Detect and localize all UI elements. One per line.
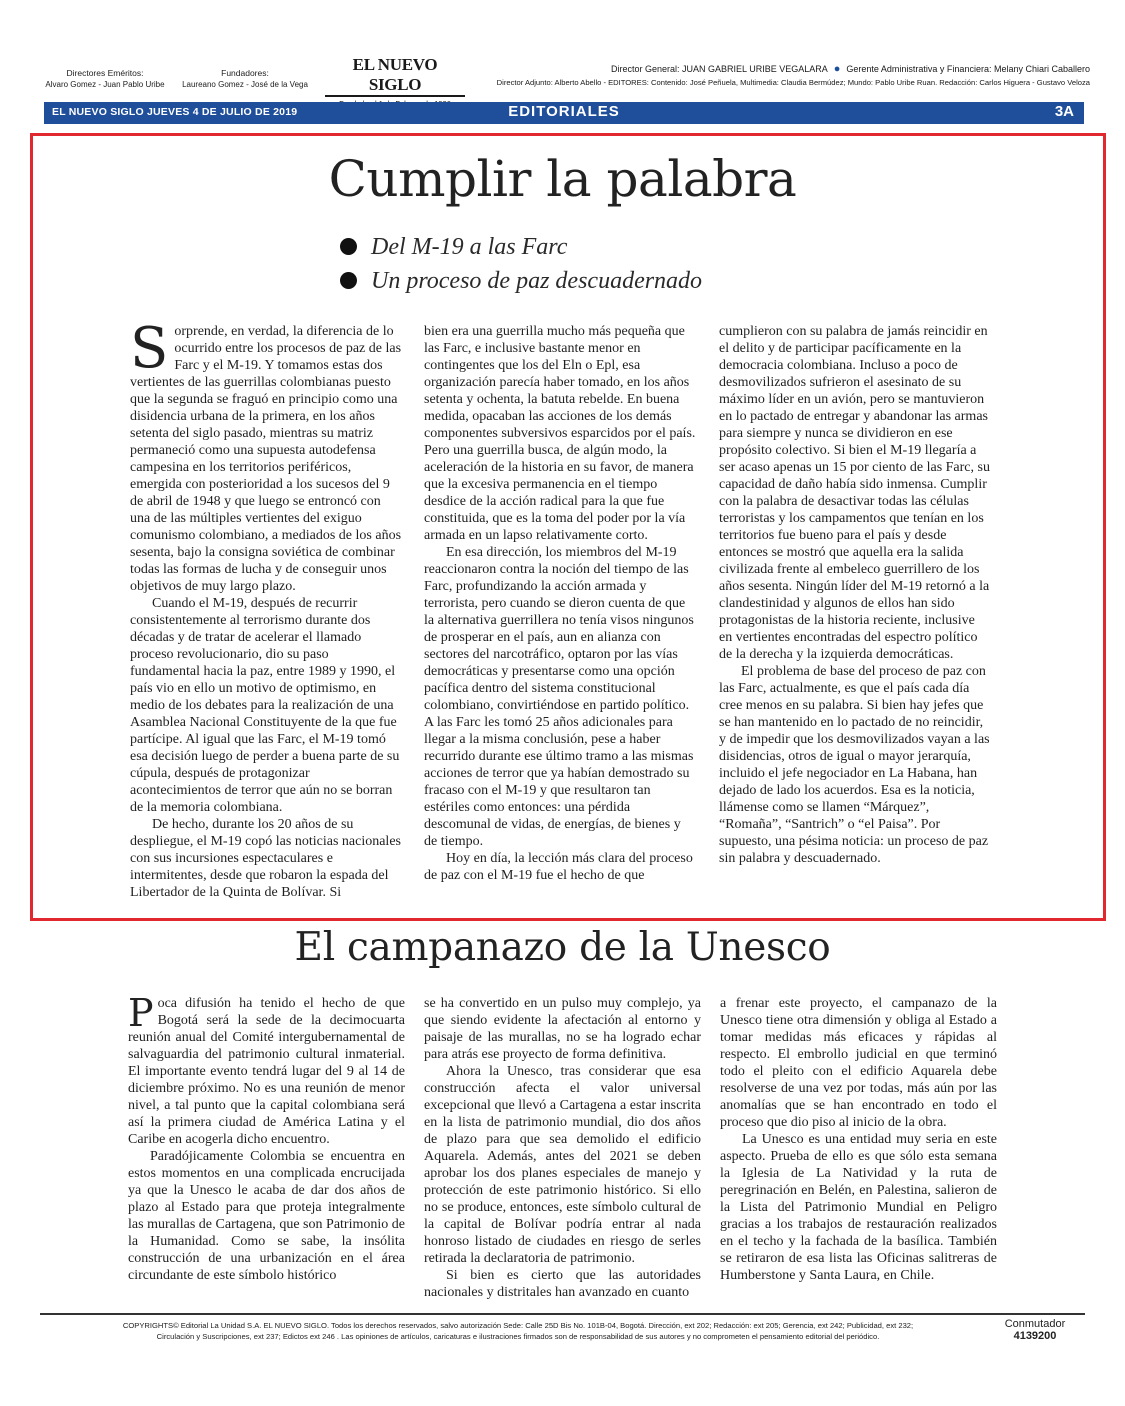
deck-text: Un proceso de paz descuadernado: [371, 268, 703, 294]
gerente-line: Gerente Administrativa y Financiera: Melany Chiari Caballero: [846, 64, 1090, 74]
bullet-icon: [340, 272, 357, 289]
fundadores: [180, 67, 310, 91]
article1-column-2: [424, 323, 696, 884]
paragraph: En esa dirección, los miembros del M-19 reaccionaron contra la noción del tiempo de las Farc, profundizando la acción armada y terrorista, pero cuando se dieron cuenta de que la alternativa guerrillera no tenía visos ningunos de prosperar en el país, aun en alianza con sectores del narcotráfico, optaron por las vías democráticas y presentarse como una opción pacífica dentro del sistema constitucional colombiano, convirtiéndose en partido político. A las Farc les tomó 25 años adicionales para llegar a la misma conclusión, pese a haber recurrido durante ese último tramo a las mismas acciones de terror que ya habían demostrado su fracaso con el M-19 y que resultaron tan estériles como entonces: una pérdida descomunal de vidas, de energías, de bienes y de tiempo.: [424, 545, 694, 849]
footer-line-2: Circulación y Suscripciones, ext 237; Edictos ext 246 . Las opiniones de artículos, caricaturas e ilustraciones firmados son de responsabilidad de sus autores y no comprometen el pensamiento editorial del periódico.: [156, 1332, 880, 1341]
fundadores-names: Laureano Gomez - José de la Vega: [182, 80, 308, 89]
masthead: [30, 55, 1092, 97]
drop-cap: P: [128, 991, 154, 1035]
paragraph: La Unesco es una entidad muy seria en este aspecto. Prueba de ello es que sólo esta semana la Iglesia de La Natividad y la ruta de peregrinación en Belén, en Palestina, salieron de la Lista del Patrimonio Mundial en Peligro gracias a los trabajos de restauración realizados en el techo y la fachada de la basílica. También se retiraron de esa lista las Oficinas salitreras de Humberstone y Santa Laura, en Chile.: [720, 1132, 997, 1283]
paragraph: a frenar este proyecto, el campanazo de la Unesco tiene otra dimensión y obliga al Estado a tomar medidas más eficaces y rápidas al respecto. El embrollo judicial en que terminó todo el pleito con el edificio Aquarela debe resolverse de una vez por todas, más aún por las anomalías que se han encontrado en todo el proceso que dio piso al inicio de la obra.: [720, 996, 997, 1130]
paragraph: Cuando el M-19, después de recurrir consistentemente al terrorismo durante dos décadas y de tratar de acelerar el llamado proceso revolucionario, dio su paso fundamental hacia la paz, entre 1989 y 1990, el país vio en ello un motivo de optimismo, en medio de los debates para la realización de una Asamblea Nacional Constituyente de la que fue partícipe. Al igual que las Farc, el M-19 tomó esa decisión luego de perder a buena parte de su cúpula, después de protagonizar acontecimientos de terror que aún no se borran de la memoria colombiana.: [130, 596, 400, 815]
emeritos-names: Alvaro Gomez - Juan Pablo Uribe: [45, 80, 165, 89]
emeritos-label: Directores Eméritos:: [66, 68, 144, 78]
paragraph: Ahora la Unesco, tras considerar que esa construcción afecta el valor universal excepcional que llevó a Cartagena a estar inscrita en la lista de patrimonio mundial, dio dos años de plazo para que sea demolido el edificio Aquarela. Además, antes del 2021 se deben aprobar los dos planes especiales de manejo y protección de este patrimonio histórico. Si ello no se produce, entonces, este símbolo cultural de la capital de Bolívar podría entrar al nada honroso listado de ciudades en riesgo de serles retirada la declaratoria de patrimonio.: [424, 1064, 701, 1266]
paragraph: [130, 316, 402, 595]
paragraph: [128, 991, 405, 1148]
paragraph: Si bien es cierto que las autoridades nacionales y distritales han avanzado en cuanto: [424, 1268, 701, 1300]
article1-decks: [340, 230, 840, 298]
page-number: 3A: [1054, 103, 1074, 120]
newspaper-logo: [325, 55, 465, 108]
paragraph: El problema de base del proceso de paz con las Farc, actualmente, es que el país cada día cree menos en su palabra. Si bien hay jefes que se han mantenido en lo pactado de no reincidir, y de impedir que los desmovilizados vayan a las disidencias, otros de igual o mayor jerarquía, incluido el jefe negociador en La Habana, han dejado de lado los acuerdos. Esa es la noticia, llámense como se llamen “Márquez”, “Romaña”, “Santrich” o “el Paisa”. Por supuesto, una pésima noticia: un proceso de paz sin palabra y descuadernado.: [719, 664, 990, 866]
article2-column-2: [424, 995, 701, 1301]
logo-text: EL NUEVO SIGLO: [325, 55, 465, 97]
deck-text: Del M-19 a las Farc: [371, 234, 568, 260]
paragraph: Paradójicamente Colombia se encuentra en estos momentos en una complicada encrucijada ya que la Unesco le acaba de dar dos años de plazo al Estado para que proteja integralmente las murallas de Cartagena, que son Patrimonio de la Humanidad. Como se sabe, la insólita construcción de una urbanización en el área circundante de este símbolo histórico: [128, 1149, 405, 1283]
article1-headline: Cumplir la palabra: [328, 150, 797, 208]
section-bar: [44, 102, 1084, 124]
directores-emeritos: [30, 67, 180, 91]
edition-date: EL NUEVO SIGLO JUEVES 4 DE JULIO DE 2019: [52, 106, 298, 118]
staff-credits: [475, 63, 1090, 89]
paragraph: se ha convertido en un pulso muy complejo, ya que siendo evidente la afectación al entorno y paisaje de las murallas, no se ha logrado echar para atrás ese proyecto de forma definitiva.: [424, 996, 701, 1062]
conmutador-label: Conmutador: [1004, 1318, 1066, 1330]
article2-column-1: [128, 991, 405, 1284]
section-name: EDITORIALES: [508, 103, 620, 120]
paragraph: bien era una guerrilla mucho más pequeña que las Farc, e inclusive bastante menor en contingentes que los del Eln o Epl, esa organización parecía haber tomado, en los años setenta y ochenta, la batuta rebelde. En buena medida, opacaban las acciones de los demás componentes subversivos esparcidos por el país. Pero una guerrilla busca, de algún modo, la aceleración de la historia en su favor, de manera que la excesiva permanencia en el tiempo desdice de la acción radical para la que fue constituida, que es la toma del poder por la vía armada en un lapso relativamente corto.: [424, 324, 696, 543]
fundadores-label: Fundadores:: [221, 68, 269, 78]
article2-column-3: [720, 995, 997, 1284]
bullet-icon: ●: [833, 63, 841, 75]
footer-copyright: [58, 1320, 978, 1342]
footer-line-1: COPYRIGHTS© Editorial La Unidad S.A. EL NUEVO SIGLO. Todos los derechos reservados, salvo autorización Sede: Calle 25D Bis No. 101B-04, Bogotá. Dirección, ext 202; Redacción: ext 205; Gerencia, ext 242; Publicidad, ext 232;: [122, 1321, 914, 1330]
footer-divider: [40, 1313, 1085, 1315]
paragraph: cumplieron con su palabra de jamás reincidir en el delito y de participar pacíficamente en la democracia colombiana. Incluso a poco de desmovilizados sufrieron el asesinato de su máximo líder en un avión, pero se mantuvieron en lo pactado de entregar y abandonar las armas para siempre y nunca se dividieron en ese propósito colectivo. Si bien el M-19 llegaría a ser acaso apenas un 15 por ciento de las Farc, su capacidad de daño había sido inmensa. Cumplir con la palabra de desactivar todas las células terroristas y los campamentos que tenían en los territorios fue bueno para el país y desde entonces se mostró que aquella era la salida civilizada frente al embeleco guerrillero de los años sesenta. Ningún líder del M-19 retornó a la clandestinidad y algunos de ellos han sido protagonistas de la historia reciente, inclusive en vertientes encontradas del espectro político de la derecha y la izquierda democráticas.: [719, 324, 990, 662]
deck-item: [340, 264, 840, 298]
staff-line: Director Adjunto: Alberto Abello - EDITORES: Contenido: José Peñuela, Multimedia: Claudia Bermúdez; Mundo: Pablo Uribe Ruan. Redacción: Carlos Higuera - Gustavo Veloza: [496, 78, 1090, 87]
conmutador-number: 4139200: [1013, 1330, 1057, 1342]
bullet-icon: [340, 238, 357, 255]
paragraph: De hecho, durante los 20 años de su despliegue, el M-19 copó las noticias nacionales con sus incursiones espectaculares e intermitentes, desde que robaron la espada del Libertador de la Quinta de Bolívar. Si: [130, 817, 401, 900]
paragraph: Hoy en día, la lección más clara del proceso de paz con el M-19 fue el hecho de que: [424, 851, 693, 883]
article1-column-3: [719, 323, 991, 867]
paragraph-text: oca difusión ha tenido el hecho de que Bogotá será la sede de la decimocuarta reunión anual del Comité intergubernamental de salvaguardia del patrimonio cultural inmaterial. El importante evento tendrá lugar del 9 al 14 de diciembre próximo. No es una reunión de menor nivel, a tal punto que la capital colombiana será así la primera ciudad de América Latina y el Caribe en acogerla dicho encuentro.: [128, 996, 405, 1147]
drop-cap: S: [130, 316, 169, 381]
conmutador: [995, 1318, 1075, 1342]
paragraph-text: orprende, en verdad, la diferencia de lo ocurrido entre los procesos de paz de las Farc y el M-19. Y tomamos estas dos vertientes de las guerrillas colombianas puesto que la segunda se fraguó en principio como una disidencia urbana de la primera, en los años setenta del siglo pasado, mientras su matriz permaneció como una supuesta autodefensa campesina en los territorios periféricos, emergida con posterioridad a los sucesos del 9 de abril de 1948 y que luego se entroncó con una de las múltiples vertientes del exiguo comunismo colombiano, a mediados de los años sesenta, bajo la consigna soviética de combinar todas las formas de lucha y de conseguir unos objetivos de muy largo plazo.: [130, 324, 402, 594]
director-line: Director General: JUAN GABRIEL URIBE VEGALARA: [611, 64, 828, 74]
article1-column-1: [130, 316, 402, 901]
deck-item: [340, 230, 840, 264]
article2-headline: El campanazo de la Unesco: [294, 925, 831, 970]
